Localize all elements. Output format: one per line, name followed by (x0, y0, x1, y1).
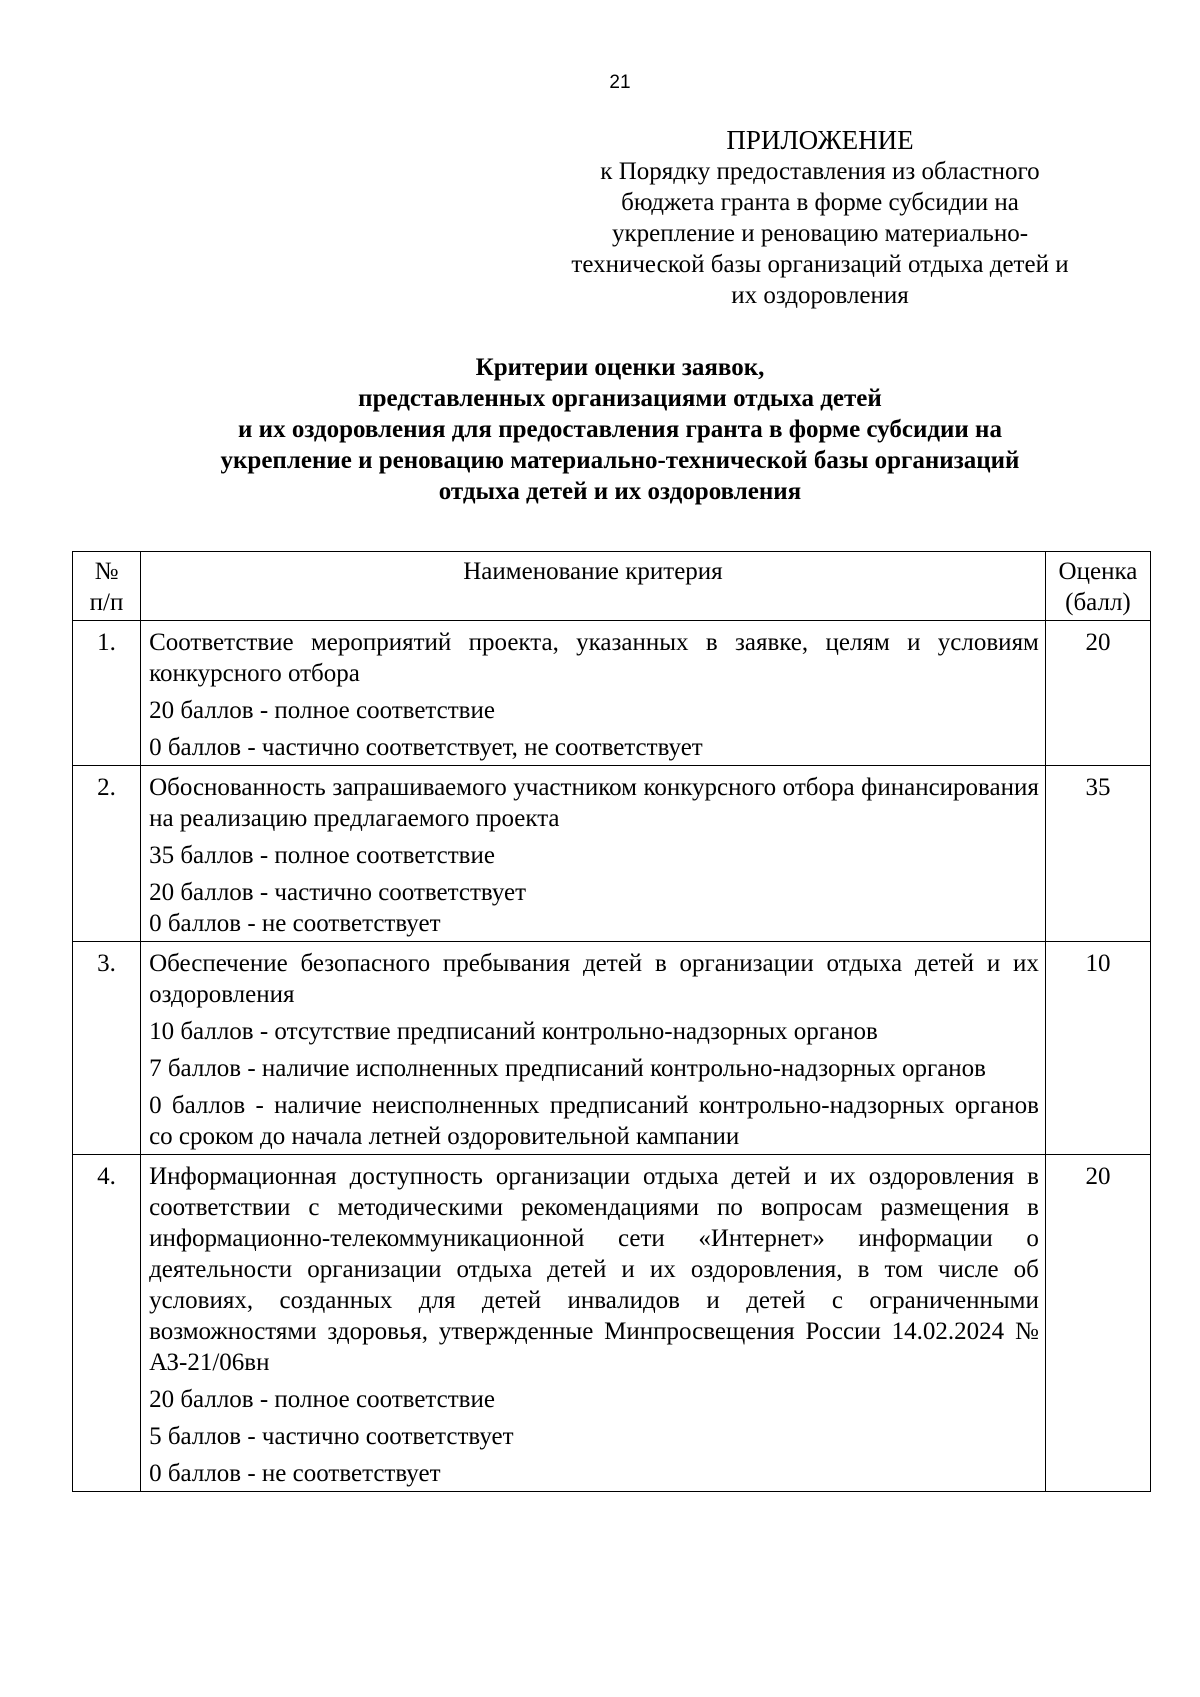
row-number: 1. (73, 621, 141, 766)
header-criterion-name (141, 552, 1046, 621)
header-score (1045, 552, 1150, 621)
header-score-line2: (балл) (1065, 589, 1131, 616)
score-level: 10 баллов - отсутствие предписаний контрольно-надзорных органов (149, 1018, 878, 1045)
row-max-score: 20 (1045, 621, 1150, 766)
row-number: 3. (73, 942, 141, 1155)
criteria-table (72, 551, 1151, 1492)
appendix-block (536, 124, 1104, 311)
row-max-score: 20 (1045, 1155, 1150, 1492)
criterion-text: Соответствие мероприятий проекта, указанных в заявке, целям и условиям конкурсного отбора (149, 629, 1039, 687)
title-line: укрепление и реновацию материально-технической базы организаций (220, 447, 1020, 474)
row-criterion (141, 766, 1046, 942)
score-level: 0 баллов - не соответствует (149, 910, 441, 937)
row-criterion (141, 621, 1046, 766)
table-row (73, 621, 1151, 766)
header-number (73, 552, 141, 621)
table-header-row (73, 552, 1151, 621)
page-number: 21 (609, 72, 631, 93)
header-criterion-text: Наименование критерия (463, 558, 723, 585)
title-line: и их оздоровления для предоставления гранта в форме субсидии на (238, 416, 1002, 443)
title-line: представленных организациями отдыха детей (358, 385, 882, 412)
criterion-text: Информационная доступность организации отдыха детей и их оздоровления в соответствии с методическими рекомендациями по вопросам размещения в информационно-телекоммуникационной сети «Интернет» информации о деятельности организации отдыха детей и их оздоровления, в том числе об условиях, созданных для детей инвалидов и детей с ограниченными возможностями здоровья, утвержденные Минпросвещения России 14.02.2024 № АЗ-21/06вн (149, 1163, 1039, 1376)
score-level: 20 баллов - частично соответствует (149, 879, 527, 906)
row-criterion (141, 1155, 1046, 1492)
table-row (73, 766, 1151, 942)
document-title (60, 352, 1180, 507)
score-level: 0 баллов - наличие неисполненных предписаний контрольно-надзорных органов со сроком до начала летней оздоровительной кампании (149, 1092, 1039, 1150)
row-max-score: 35 (1045, 766, 1150, 942)
score-level: 0 баллов - частично соответствует, не соответствует (149, 734, 703, 761)
criterion-text: Обеспечение безопасного пребывания детей в организации отдыха детей и их оздоровления (149, 950, 1039, 1008)
criterion-text: Обоснованность запрашиваемого участником конкурсного отбора финансирования на реализацию предлагаемого проекта (149, 774, 1039, 832)
appendix-line: укрепление и реновацию материально- (611, 220, 1029, 247)
row-number: 2. (73, 766, 141, 942)
row-number: 4. (73, 1155, 141, 1492)
header-number-line1: № (94, 558, 119, 585)
appendix-line: бюджета гранта в форме субсидии на (621, 189, 1019, 216)
table-row (73, 942, 1151, 1155)
title-line: отдыха детей и их оздоровления (438, 478, 802, 505)
score-level: 20 баллов - полное соответствие (149, 1386, 495, 1413)
appendix-line: их оздоровления (731, 282, 909, 309)
appendix-line: технической базы организаций отдыха детей и (571, 251, 1069, 278)
score-level: 5 баллов - частично соответствует (149, 1423, 514, 1450)
score-level: 35 баллов - полное соответствие (149, 842, 495, 869)
title-line: Критерии оценки заявок, (475, 354, 765, 381)
score-level: 7 баллов - наличие исполненных предписаний контрольно-надзорных органов (149, 1055, 986, 1082)
header-score-line1: Оценка (1058, 558, 1138, 585)
row-max-score: 10 (1045, 942, 1150, 1155)
header-number-line2: п/п (89, 589, 124, 616)
appendix-line: к Порядку предоставления из областного (600, 158, 1040, 185)
score-level: 0 баллов - не соответствует (149, 1460, 441, 1487)
table-row (73, 1155, 1151, 1492)
score-level: 20 баллов - полное соответствие (149, 697, 495, 724)
row-criterion (141, 942, 1046, 1155)
appendix-title: ПРИЛОЖЕНИЕ (726, 125, 914, 155)
